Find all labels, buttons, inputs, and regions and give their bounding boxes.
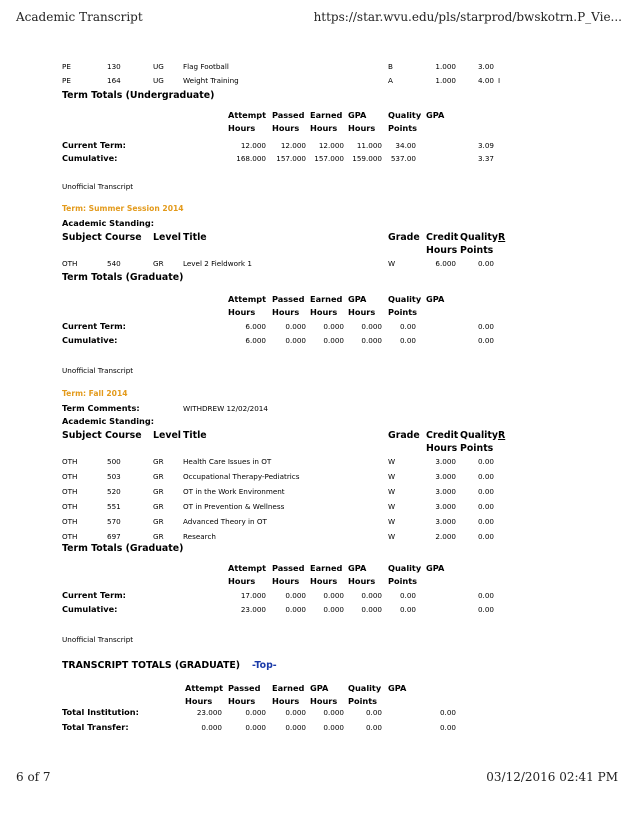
th-hours: Hours <box>228 123 256 133</box>
subject-cell: OTH <box>62 517 78 526</box>
gpa-hours-value: 0.000 <box>323 723 344 732</box>
level-cell: GR <box>153 487 164 496</box>
gpa-value: 0.00 <box>439 708 456 717</box>
quality-points-cell: 0.00 <box>477 532 494 541</box>
th-attempt: Attempt <box>228 294 267 304</box>
th-earned: Earned <box>310 563 343 573</box>
course-cell: 570 <box>107 517 121 526</box>
th-points: Points <box>348 696 378 706</box>
gpa-value: 0.00 <box>439 723 456 732</box>
gpa-hours-value: 159.000 <box>352 154 382 163</box>
credit-cell: 3.000 <box>435 502 456 511</box>
th-gpa: GPA <box>310 683 329 693</box>
credit-cell: 2.000 <box>435 532 456 541</box>
gpa-value: 3.37 <box>477 154 494 163</box>
th-hours: Hours <box>272 307 300 317</box>
th-hours: Hours <box>228 696 256 706</box>
title-cell: Occupational Therapy-Pediatrics <box>183 472 300 481</box>
subject-cell: OTH <box>62 457 78 466</box>
title-cell: Advanced Theory in OT <box>183 517 267 526</box>
th-subject: Subject <box>62 232 102 243</box>
th-hours: Hours <box>228 576 256 586</box>
term-comments-label: Term Comments: <box>62 403 140 413</box>
th-grade: Grade <box>388 232 420 243</box>
th-grade: Grade <box>388 430 420 441</box>
subject-cell: PE <box>62 62 71 71</box>
th-earned: Earned <box>310 294 343 304</box>
credit-cell: 3.000 <box>435 472 456 481</box>
unofficial-transcript-note: Unofficial Transcript <box>62 182 134 191</box>
th-hours: Hours <box>348 576 376 586</box>
quality-points-value: 34.00 <box>395 141 416 150</box>
print-header-url: https://star.wvu.edu/pls/starprod/bwskotrn.P_Vie... <box>313 10 622 24</box>
term-totals-heading: Term Totals (Graduate) <box>62 272 184 283</box>
quality-points-cell: 0.00 <box>477 472 494 481</box>
grade-cell: W <box>388 502 396 511</box>
credit-cell: 6.000 <box>435 259 456 268</box>
th-hours: Hours <box>426 245 458 256</box>
gpa-value: 3.09 <box>477 141 494 150</box>
subject-cell: OTH <box>62 487 78 496</box>
credit-cell: 1.000 <box>435 76 456 85</box>
passed-value: 157.000 <box>276 154 306 163</box>
gpa-value: 0.00 <box>477 605 494 614</box>
th-title: Title <box>183 430 207 441</box>
gpa-value: 0.00 <box>477 591 494 600</box>
current-term-label: Current Term: <box>62 140 126 150</box>
level-cell: GR <box>153 532 164 541</box>
quality-points-cell: 0.00 <box>477 259 494 268</box>
th-gpa: GPA <box>348 294 367 304</box>
th-quality: Quality <box>388 294 422 304</box>
subject-cell: OTH <box>62 502 78 511</box>
th-subject: Subject <box>62 430 102 441</box>
current-term-label: Current Term: <box>62 590 126 600</box>
term-heading: Term: Summer Session 2014 <box>62 204 184 213</box>
subject-cell: OTH <box>62 259 78 268</box>
th-level: Level <box>153 430 182 441</box>
th-hours: Hours <box>310 696 338 706</box>
grade-cell: W <box>388 487 396 496</box>
th-repeat: R <box>498 430 506 441</box>
passed-value: 0.000 <box>285 336 306 345</box>
current-term-label: Current Term: <box>62 321 126 331</box>
earned-value: 157.000 <box>314 154 344 163</box>
th-passed: Passed <box>272 563 305 573</box>
grade-cell: W <box>388 259 396 268</box>
term-heading: Term: Fall 2014 <box>62 389 128 398</box>
attempt-value: 168.000 <box>236 154 266 163</box>
th-attempt: Attempt <box>228 563 267 573</box>
th-credit: Credit <box>426 430 459 441</box>
quality-points-value: 0.00 <box>399 322 416 331</box>
attempt-value: 6.000 <box>245 322 266 331</box>
repeat-cell: I <box>498 76 501 85</box>
earned-value: 0.000 <box>323 591 344 600</box>
th-attempt: Attempt <box>228 110 267 120</box>
cumulative-label: Cumulative: <box>62 335 118 345</box>
level-cell: GR <box>153 472 164 481</box>
th-passed: Passed <box>228 683 261 693</box>
th-gpa: GPA <box>426 110 445 120</box>
earned-value: 0.000 <box>323 322 344 331</box>
quality-points-cell: 0.00 <box>477 457 494 466</box>
grade-cell: W <box>388 472 396 481</box>
term-totals-heading: Term Totals (Undergraduate) <box>62 90 215 101</box>
th-hours: Hours <box>228 307 256 317</box>
th-course: Course <box>105 430 142 441</box>
passed-value: 0.000 <box>285 322 306 331</box>
gpa-hours-value: 0.000 <box>361 591 382 600</box>
th-gpa: GPA <box>388 683 407 693</box>
level-cell: GR <box>153 259 164 268</box>
th-hours: Hours <box>310 307 338 317</box>
subject-cell: OTH <box>62 532 78 541</box>
th-points: Points <box>388 576 418 586</box>
quality-points-value: 0.00 <box>399 591 416 600</box>
quality-points-cell: 0.00 <box>477 502 494 511</box>
course-cell: 503 <box>107 472 121 481</box>
grade-cell: W <box>388 457 396 466</box>
cumulative-label: Cumulative: <box>62 604 118 614</box>
th-course: Course <box>105 232 142 243</box>
th-quality: Quality <box>460 430 498 441</box>
th-hours: Hours <box>348 123 376 133</box>
th-hours: Hours <box>310 123 338 133</box>
level-cell: UG <box>153 62 164 71</box>
cumulative-label: Cumulative: <box>62 153 118 163</box>
title-cell: OT in Prevention & Wellness <box>183 502 285 511</box>
th-points: Points <box>388 123 418 133</box>
th-attempt: Attempt <box>185 683 224 693</box>
total-transfer-label: Total Transfer: <box>62 722 129 732</box>
th-hours: Hours <box>272 696 300 706</box>
th-gpa: GPA <box>348 110 367 120</box>
total-institution-label: Total Institution: <box>62 707 139 717</box>
th-points: Points <box>460 443 494 454</box>
attempt-value: 12.000 <box>240 141 266 150</box>
level-cell: GR <box>153 502 164 511</box>
quality-points-value: 537.00 <box>390 154 416 163</box>
passed-value: 0.000 <box>245 723 266 732</box>
passed-value: 0.000 <box>285 591 306 600</box>
th-hours: Hours <box>310 576 338 586</box>
gpa-hours-value: 11.000 <box>356 141 382 150</box>
course-cell: 551 <box>107 502 121 511</box>
grade-cell: W <box>388 532 396 541</box>
quality-points-value: 0.00 <box>399 336 416 345</box>
earned-value: 12.000 <box>318 141 344 150</box>
subject-cell: OTH <box>62 472 78 481</box>
unofficial-transcript-note: Unofficial Transcript <box>62 366 134 375</box>
grade-cell: B <box>388 62 393 71</box>
th-points: Points <box>460 245 494 256</box>
quality-points-value: 0.00 <box>399 605 416 614</box>
th-gpa: GPA <box>348 563 367 573</box>
th-quality: Quality <box>388 563 422 573</box>
grade-cell: A <box>388 76 393 85</box>
title-cell: OT in the Work Environment <box>183 487 285 496</box>
attempt-value: 0.000 <box>201 723 222 732</box>
course-cell: 164 <box>107 76 121 85</box>
th-hours: Hours <box>426 443 458 454</box>
gpa-value: 0.00 <box>477 322 494 331</box>
subject-cell: PE <box>62 76 71 85</box>
gpa-hours-value: 0.000 <box>323 708 344 717</box>
title-cell: Flag Football <box>183 62 229 71</box>
attempt-value: 6.000 <box>245 336 266 345</box>
passed-value: 0.000 <box>285 605 306 614</box>
passed-value: 0.000 <box>245 708 266 717</box>
level-cell: GR <box>153 457 164 466</box>
title-cell: Level 2 Fieldwork 1 <box>183 259 252 268</box>
gpa-value: 0.00 <box>477 336 494 345</box>
credit-cell: 3.000 <box>435 487 456 496</box>
th-passed: Passed <box>272 110 305 120</box>
th-passed: Passed <box>272 294 305 304</box>
th-gpa: GPA <box>426 294 445 304</box>
earned-value: 0.000 <box>285 708 306 717</box>
th-hours: Hours <box>185 696 213 706</box>
course-cell: 540 <box>107 259 121 268</box>
quality-points-cell: 0.00 <box>477 487 494 496</box>
academic-standing-label: Academic Standing: <box>62 416 154 426</box>
print-footer-page: 6 of 7 <box>16 770 51 784</box>
level-cell: GR <box>153 517 164 526</box>
th-repeat: R <box>498 232 506 243</box>
attempt-value: 17.000 <box>240 591 266 600</box>
earned-value: 0.000 <box>285 723 306 732</box>
earned-value: 0.000 <box>323 605 344 614</box>
unofficial-transcript-note: Unofficial Transcript <box>62 635 134 644</box>
course-cell: 697 <box>107 532 121 541</box>
print-footer-timestamp: 03/12/2016 02:41 PM <box>486 770 618 784</box>
course-cell: 130 <box>107 62 121 71</box>
quality-points-cell: 4.00 <box>477 76 494 85</box>
attempt-value: 23.000 <box>196 708 222 717</box>
credit-cell: 3.000 <box>435 457 456 466</box>
term-totals-heading: Term Totals (Graduate) <box>62 543 184 554</box>
attempt-value: 23.000 <box>240 605 266 614</box>
quality-points-cell: 0.00 <box>477 517 494 526</box>
gpa-hours-value: 0.000 <box>361 322 382 331</box>
th-quality: Quality <box>460 232 498 243</box>
course-cell: 520 <box>107 487 121 496</box>
credit-cell: 1.000 <box>435 62 456 71</box>
title-cell: Research <box>183 532 216 541</box>
passed-value: 12.000 <box>280 141 306 150</box>
level-cell: UG <box>153 76 164 85</box>
title-cell: Health Care Issues in OT <box>183 457 272 466</box>
th-points: Points <box>388 307 418 317</box>
quality-points-value: 0.00 <box>365 723 382 732</box>
th-earned: Earned <box>310 110 343 120</box>
transcript-totals-heading: TRANSCRIPT TOTALS (GRADUATE) <box>62 660 241 671</box>
th-hours: Hours <box>272 576 300 586</box>
top-link[interactable]: -Top- <box>252 660 277 671</box>
print-header-title: Academic Transcript <box>16 10 143 24</box>
quality-points-cell: 3.00 <box>477 62 494 71</box>
th-credit: Credit <box>426 232 459 243</box>
gpa-hours-value: 0.000 <box>361 336 382 345</box>
term-comments-value: WITHDREW 12/02/2014 <box>183 404 268 413</box>
gpa-hours-value: 0.000 <box>361 605 382 614</box>
th-level: Level <box>153 232 182 243</box>
th-title: Title <box>183 232 207 243</box>
th-quality: Quality <box>348 683 382 693</box>
earned-value: 0.000 <box>323 336 344 345</box>
th-earned: Earned <box>272 683 305 693</box>
grade-cell: W <box>388 517 396 526</box>
quality-points-value: 0.00 <box>365 708 382 717</box>
academic-standing-label: Academic Standing: <box>62 218 154 228</box>
credit-cell: 3.000 <box>435 517 456 526</box>
th-quality: Quality <box>388 110 422 120</box>
th-hours: Hours <box>348 307 376 317</box>
th-gpa: GPA <box>426 563 445 573</box>
title-cell: Weight Training <box>183 76 239 85</box>
th-hours: Hours <box>272 123 300 133</box>
course-cell: 500 <box>107 457 121 466</box>
